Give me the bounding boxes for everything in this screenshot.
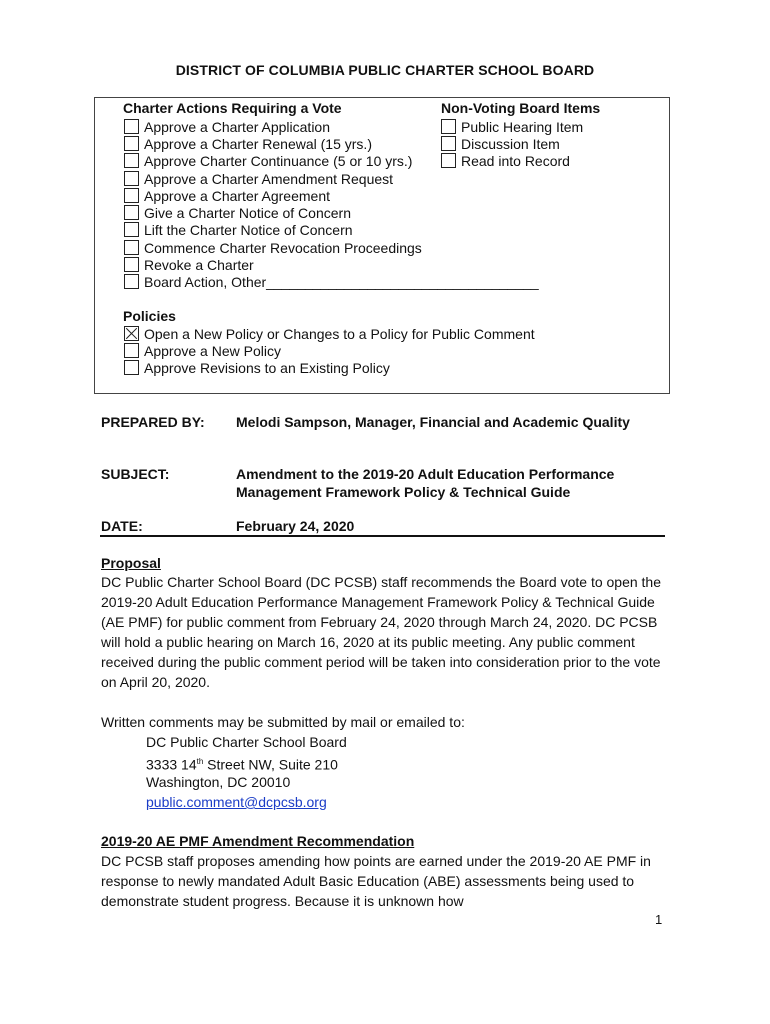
charter-actions-heading: Charter Actions Requiring a Vote <box>123 100 342 116</box>
checkbox-checked[interactable] <box>124 326 139 341</box>
proposal-body: DC Public Charter School Board (DC PCSB) staff recommends the Board vote to open the 2019-20 Adult Education Performance Management Framework Policy & Technical Guide (AE PMF) for public comment from February 24, 2020 through March 24, 2020. DC PCSB will hold a public hearing on March 16, 2020 at its public meeting. Any public comment received during the public comment period will be taken into consideration prior to the vote on April 20, 2020. <box>101 574 662 690</box>
checkbox-row[interactable] <box>124 359 390 376</box>
address-street-suffix: th <box>196 757 204 766</box>
address-city: Washington, DC 20010 <box>146 774 291 790</box>
checkbox[interactable] <box>124 240 139 255</box>
non-voting-heading: Non-Voting Board Items <box>441 100 601 116</box>
written-comments-intro: Written comments may be submitted by mail or emailed to: <box>101 714 465 730</box>
checkbox[interactable] <box>124 188 139 203</box>
checkbox-row[interactable] <box>124 256 254 273</box>
checkbox-row[interactable] <box>124 152 412 169</box>
board-action-box <box>94 97 670 394</box>
checkbox-row[interactable] <box>124 170 393 187</box>
subject-value: Amendment to the 2019-20 Adult Education Performance Management Framework Policy & Technical Guide <box>236 466 615 500</box>
prepared-by-value: Melodi Sampson, Manager, Financial and Academic Quality <box>236 414 630 430</box>
policies-heading: Policies <box>123 308 176 324</box>
proposal-heading: Proposal <box>101 555 161 571</box>
checkbox-row[interactable] <box>124 204 351 221</box>
checkbox-label: Revoke a Charter <box>144 256 254 273</box>
email-link[interactable]: public.comment@dcpcsb.org <box>146 794 327 810</box>
checkbox-label: Give a Charter Notice of Concern <box>144 204 351 221</box>
checkbox-label: Approve Revisions to an Existing Policy <box>144 359 390 376</box>
checkbox-row[interactable] <box>441 135 560 152</box>
recommendation-heading: 2019-20 AE PMF Amendment Recommendation <box>101 833 415 849</box>
checkbox[interactable] <box>124 136 139 151</box>
checkbox-row[interactable] <box>124 221 353 238</box>
checkbox-label: Approve a Charter Amendment Request <box>144 170 394 187</box>
checkbox-label: Approve Charter Continuance (5 or 10 yrs.) <box>144 152 413 169</box>
checkbox-label: Approve a Charter Agreement <box>144 187 330 204</box>
checkbox[interactable] <box>441 136 456 151</box>
checkbox[interactable] <box>441 153 456 168</box>
address-street-number: 3333 14 <box>146 756 197 773</box>
checkbox-row[interactable] <box>124 325 535 342</box>
checkbox-row[interactable] <box>441 152 570 169</box>
document-title: DISTRICT OF COLUMBIA PUBLIC CHARTER SCHOOL BOARD <box>175 62 595 78</box>
checkbox-label: Commence Charter Revocation Proceedings <box>144 239 422 256</box>
checkbox-label: Public Hearing Item <box>461 118 584 135</box>
date-value: February 24, 2020 <box>236 518 355 534</box>
checkbox-label: Approve a Charter Renewal (15 yrs.) <box>144 135 372 152</box>
address-street-rest: Street NW, Suite 210 <box>203 756 338 773</box>
checkbox-label: Approve a Charter Application <box>144 118 330 135</box>
header-divider <box>100 535 665 537</box>
checkbox-label: Open a New Policy or Changes to a Policy for Public Comment <box>144 325 535 342</box>
checkbox[interactable] <box>124 360 139 375</box>
checkbox[interactable] <box>124 222 139 237</box>
checkbox-label: Board Action, Other___________________________________ <box>144 273 539 290</box>
checkbox-row[interactable] <box>124 342 281 359</box>
recommendation-body: DC PCSB staff proposes amending how points are earned under the 2019-20 AE PMF in response to newly mandated Adult Basic Education (ABE) assessments being used to demonstrate student progress. Because it is unknown how <box>101 853 651 909</box>
checkbox-row[interactable] <box>441 118 583 135</box>
checkbox-row[interactable] <box>124 273 539 290</box>
checkbox-label: Read into Record <box>461 152 570 169</box>
checkbox[interactable] <box>124 274 139 289</box>
checkbox[interactable] <box>124 153 139 168</box>
prepared-by-label: PREPARED BY: <box>101 414 205 430</box>
checkbox[interactable] <box>124 119 139 134</box>
checkbox-row[interactable] <box>124 239 422 256</box>
subject-label: SUBJECT: <box>101 466 170 482</box>
checkbox[interactable] <box>124 343 139 358</box>
checkbox[interactable] <box>124 171 139 186</box>
address-email-line <box>146 792 327 812</box>
checkbox-label: Lift the Charter Notice of Concern <box>144 221 353 238</box>
checkbox[interactable] <box>124 257 139 272</box>
address-org: DC Public Charter School Board <box>146 734 347 750</box>
checkbox-label: Approve a New Policy <box>144 342 281 359</box>
checkbox[interactable] <box>124 205 139 220</box>
checkbox-row[interactable] <box>124 187 330 204</box>
checkbox[interactable] <box>441 119 456 134</box>
page-number: 1 <box>655 912 663 927</box>
checkbox-row[interactable] <box>124 135 372 152</box>
date-label: DATE: <box>101 518 143 534</box>
checkbox-label: Discussion Item <box>461 135 560 152</box>
checkbox-row[interactable] <box>124 118 330 135</box>
